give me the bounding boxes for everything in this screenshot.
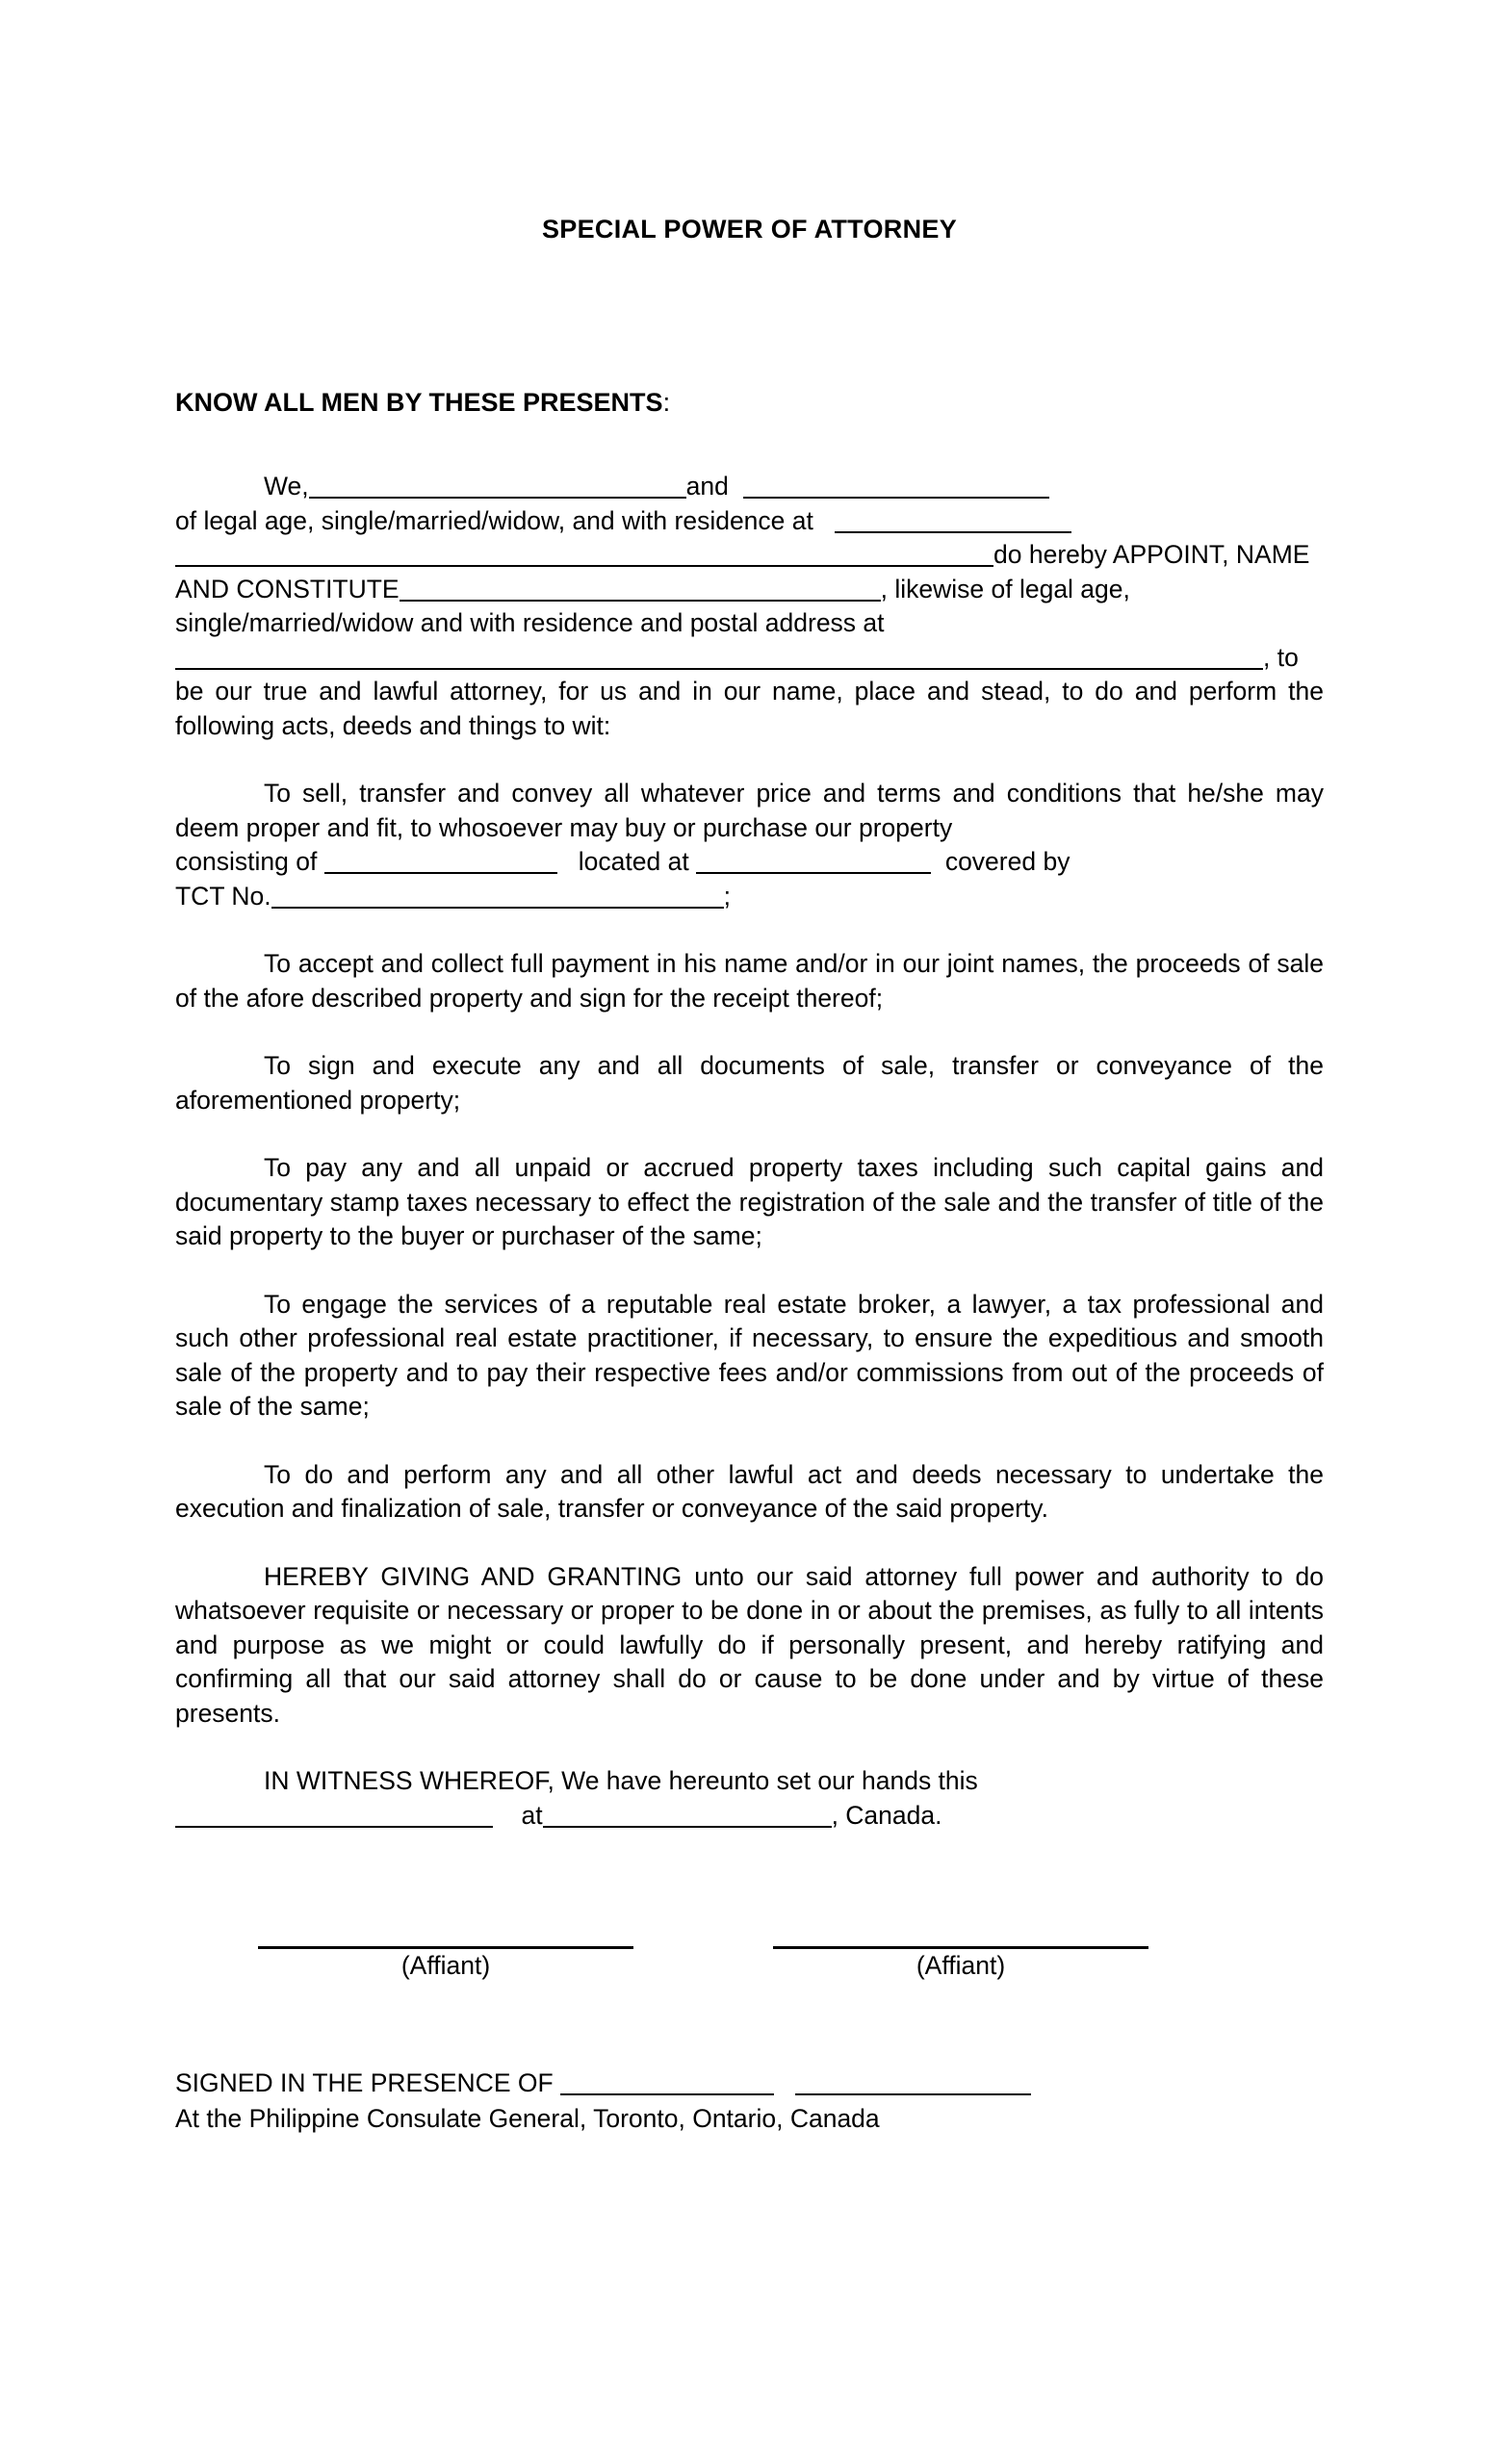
consulate-text: At the Philippine Consulate General, Toronto, Ontario, Canada <box>175 2103 880 2133</box>
affiant-signature-line-left[interactable] <box>258 1946 633 1949</box>
likewise-text: , likewise of legal age, <box>880 574 1130 603</box>
opening-line-legal-age <box>175 504 1324 539</box>
principal-name-2-blank[interactable] <box>743 475 1049 499</box>
power-sign-paragraph: To sign and execute any and all documents of sale, transfer or conveyance of the aforementioned property; <box>175 1051 1324 1115</box>
attorney-address-blank[interactable] <box>175 647 1263 670</box>
page-title: SPECIAL POWER OF ATTORNEY <box>541 215 958 244</box>
and-label: and <box>685 472 729 501</box>
principal-name-1-blank[interactable] <box>309 475 686 499</box>
legal-age-text: of legal age, single/married/widow, and with residence at <box>175 505 813 535</box>
attorney-name-blank[interactable] <box>400 578 881 602</box>
single-married-postal-text: single/married/widow and with residence and postal address at <box>175 608 885 638</box>
witness-signature-blank-1[interactable] <box>560 2072 774 2095</box>
power-do-perform-paragraph: To do and perform any and all other lawful act and deeds necessary to undertake the execution and finalization of sale, transfer or conveyance of the said property. <box>175 1459 1324 1524</box>
power-sell-details-line <box>175 845 1324 880</box>
execution-date-blank[interactable] <box>175 1805 493 1828</box>
be-our-true-paragraph: be our true and lawful attorney, for us and in our name, place and stead, to do and perform the following acts, deeds and things to wit: <box>175 677 1324 740</box>
execution-place-blank[interactable] <box>543 1805 832 1828</box>
principal-residence-blank[interactable] <box>835 510 1071 533</box>
power-accept-paragraph: To accept and collect full payment in his name and/or in our joint names, the proceeds of sale of the afore described property and sign for the receipt thereof; <box>175 949 1324 1013</box>
affiant-signature-line-right[interactable] <box>773 1946 1148 1949</box>
power-engage-paragraph: To engage the services of a reputable real estate broker, a lawyer, a tax professional and such other professional real estate practitioner, if necessary, to ensure the expeditious and smooth sale of the property and to pay their respective fees and/or commissions from out of the proceeds of sale of the same; <box>175 1289 1324 1422</box>
property-consisting-blank[interactable] <box>324 851 557 874</box>
power-tct-line <box>175 880 1324 914</box>
opening-line-do-hereby <box>175 538 1324 573</box>
tct-semicolon: ; <box>723 881 732 911</box>
we-label: We, <box>264 472 309 501</box>
section-heading-colon: : <box>662 388 671 418</box>
signed-in-presence-label: SIGNED IN THE PRESENCE OF <box>175 2068 554 2098</box>
opening-line-constitute <box>175 573 1324 607</box>
tct-number-blank[interactable] <box>271 886 724 909</box>
signature-area <box>175 1946 1324 1982</box>
consulate-line <box>175 2102 1324 2137</box>
at-label: at <box>521 1800 543 1830</box>
witness-date-line <box>175 1799 1324 1834</box>
document-content <box>175 0 1324 2136</box>
do-hereby-text: do hereby APPOINT, NAME <box>993 540 1310 570</box>
affiant-block-right <box>773 1946 1148 1982</box>
power-taxes-paragraph: To pay any and all unpaid or accrued property taxes including such capital gains and documentary stamp taxes necessary to effect the registration of the sale and the transfer of title of the said property to the buyer or purchaser of the same; <box>175 1153 1324 1251</box>
affiant-label-right: (Affiant) <box>916 1951 1006 1981</box>
opening-line-postal <box>175 606 1324 641</box>
property-location-blank[interactable] <box>696 851 931 874</box>
witness-clause-line <box>175 1764 1324 1799</box>
tct-no-label: TCT No. <box>175 881 271 911</box>
witness-clause-block <box>175 1764 1324 1833</box>
power-sell-paragraph: To sell, transfer and convey all whatever price and terms and conditions that he/she may deem proper and fit, to whosoever may buy or purchase our property <box>175 779 1324 842</box>
affiant-block-left <box>258 1946 633 1982</box>
opening-line-attorney-address <box>175 641 1324 676</box>
footer-block <box>175 2066 1324 2136</box>
section-heading-bold: KNOW ALL MEN BY THESE PRESENTS <box>175 388 663 418</box>
opening-block <box>175 470 1324 743</box>
covered-by-label: covered by <box>944 847 1070 877</box>
principal-address-blank[interactable] <box>175 544 993 567</box>
and-constitute-label: AND CONSTITUTE <box>175 574 400 603</box>
witness-signature-blank-2[interactable] <box>795 2072 1031 2095</box>
opening-line-we <box>175 470 1324 504</box>
affiant-label-left: (Affiant) <box>400 1951 491 1981</box>
to-word: , to <box>1263 642 1299 672</box>
located-at-label: located at <box>578 847 689 877</box>
country-label: , Canada. <box>831 1800 942 1830</box>
signed-in-presence-line <box>175 2066 1324 2101</box>
witness-clause-text: IN WITNESS WHEREOF, We have hereunto set our hands this <box>264 1766 978 1796</box>
section-heading <box>175 387 1324 420</box>
consisting-of-label: consisting of <box>175 847 318 877</box>
granting-paragraph: HEREBY GIVING AND GRANTING unto our said attorney full power and authority to do whatsoever requisite or necessary or proper to be done in or about the premises, as fully to all intents and purpose as we might or could lawfully do if personally present, and hereby ratifying and confirming all that our said attorney shall do or cause to be done under and by virtue of these presents. <box>175 1561 1324 1728</box>
